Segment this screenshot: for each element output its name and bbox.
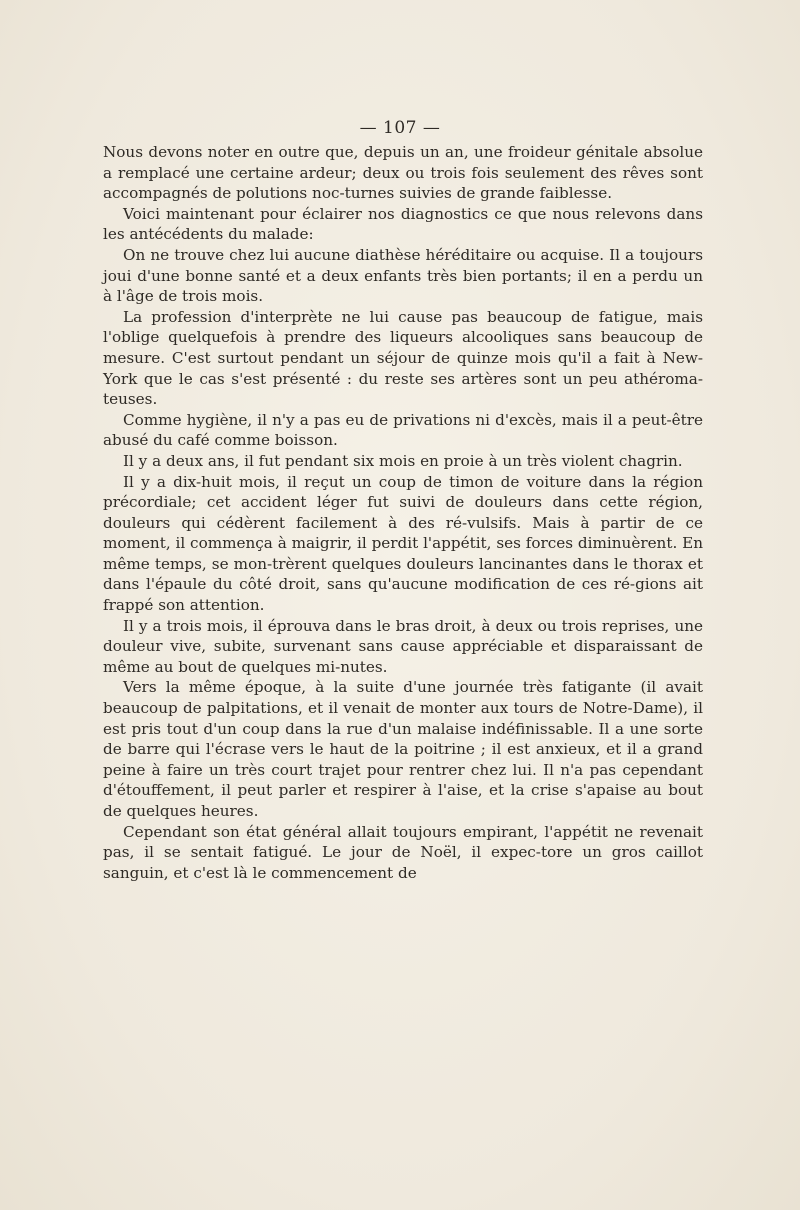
paragraph-8: Il y a trois mois, il éprouva dans le bras droit, à deux ou trois reprises, une douleur vive, subite, survenant sans cause appréciable et disparaissant de même au bout de quelques mi-nutes. [103, 616, 703, 676]
paragraph-5: Comme hygiène, il n'y a pas eu de privations ni d'excès, mais il a peut-être abusé du café comme boisson. [103, 410, 703, 450]
paragraph-4: La profession d'interprète ne lui cause pas beaucoup de fatigue, mais l'oblige quelquefois à prendre des liqueurs alcooliques sans beaucoup de mesure. C'est surtout pendant un séjour de quinze mois qu'il a fait à New-York que le cas s'est présenté : du reste ses artères sont un peu athéroma-teuses. [103, 307, 703, 409]
paragraph-7: Il y a dix-huit mois, il reçut un coup de timon de voiture dans la région précordiale; cet accident léger fut suivi de douleurs dans cette région, douleurs qui cédèrent facilement à des ré-vulsifs. Mais à partir de ce moment, il commença à maigrir, il perdit l'appétit, ses forces diminuèrent. En même temps, se mon-trèrent quelques douleurs lancinantes dans le thorax et dans l'épaule du côté droit, sans qu'aucune modification de ces ré-gions ait frappé son attention. [103, 472, 703, 615]
paragraph-1: Nous devons noter en outre que, depuis un an, une froideur génitale absolue a remplacé une certaine ardeur; deux ou trois fois seulement des rêves sont accompagnés de polutions noc-turnes suivies de grande faiblesse. [103, 143, 703, 203]
paragraph-9: Vers la même époque, à la suite d'une journée très fatigante (il avait beaucoup de palpitations, et il venait de monter aux tours de Notre-Dame), il est pris tout d'un coup dans la rue d'un malaise indéfinissable. Il a une sorte de barre qui l'écrase vers le haut de la poitrine ; il est anxieux, et il a grand peine à faire un très court trajet pour rentrer chez lui. Il n'a pas cependant d'étouffement, il peut parler et respirer à l'aise, et la crise s'apaise au bout de quelques heures. [103, 678, 703, 820]
page-body [103, 142, 703, 883]
paragraph-3: On ne trouve chez lui aucune diathèse héréditaire ou acquise. Il a toujours joui d'une bonne santé et a deux enfants très bien portants; il en a perdu un à l'âge de trois mois. [103, 245, 703, 306]
paragraph-6: Il y a deux ans, il fut pendant six mois en proie à un très violent chagrin. [123, 451, 683, 470]
page-number: — 107 — [359, 118, 441, 138]
paragraph-10: Cependant son état général allait toujours empirant, l'appétit ne revenait pas, il se sentait fatigué. Le jour de Noël, il expec-tore un gros caillot sanguin, et c'est là le commencement de [103, 822, 703, 882]
paragraph-2: Voici maintenant pour éclairer nos diagnostics ce que nous relevons dans les antécédents du malade: [103, 204, 703, 244]
